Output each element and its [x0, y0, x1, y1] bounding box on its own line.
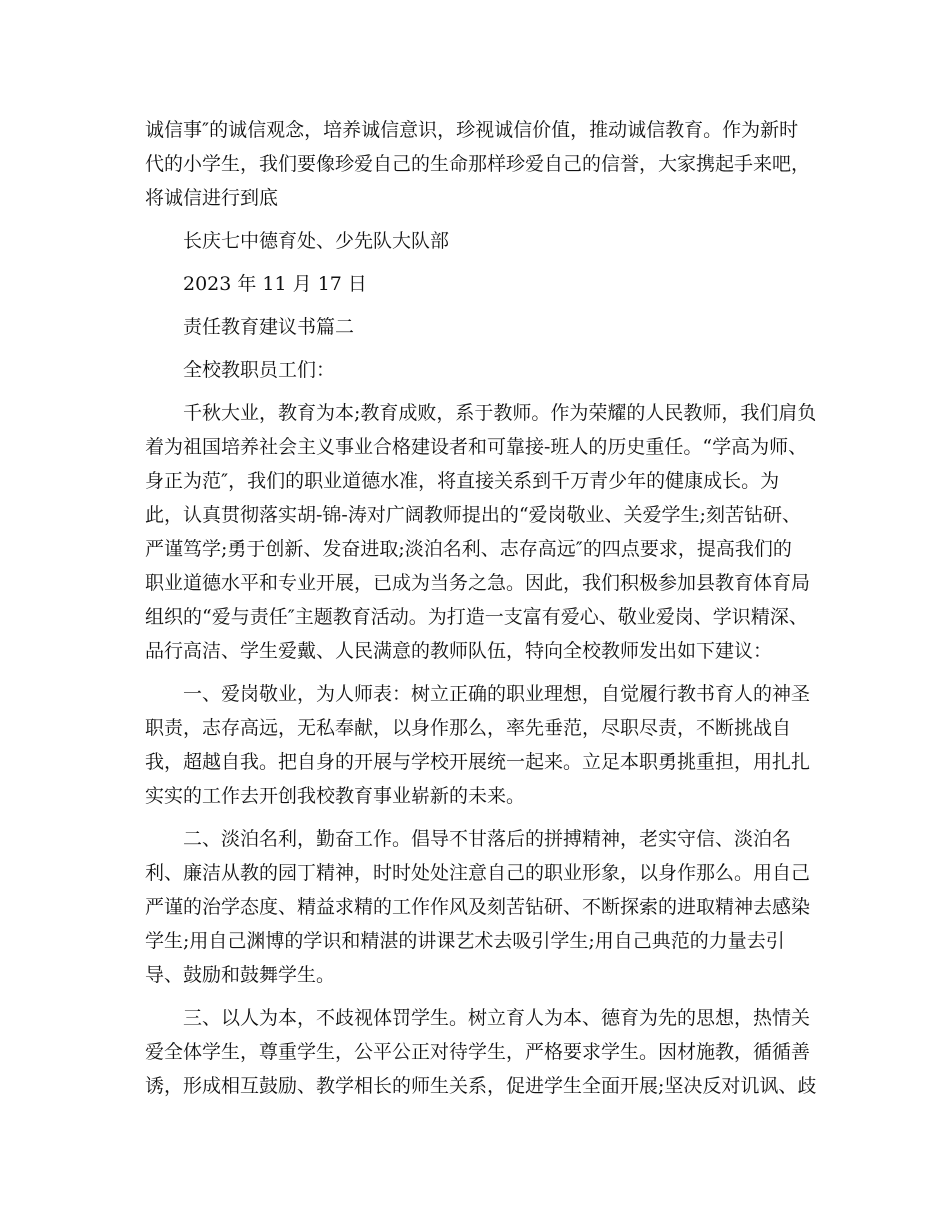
text-line: 品行高洁、学生爱戴、人民满意的教师队伍，特向全校教师发出如下建议：: [145, 640, 773, 662]
salutation: 全校教职员工们：: [183, 359, 336, 381]
text-line: 组织的“爱与责任″主题教育活动。为打造一支富有爱心、敬业爱岗、学识精深、: [145, 606, 808, 628]
text-line: 实实的工作去开创我校教育事业崭新的未来。: [145, 785, 526, 807]
text-line: 着为祖国培养社会主义事业合格建设者和可靠接-班人的历史重任。“学高为师、: [145, 436, 808, 458]
text-line: 将诚信进行到底: [145, 187, 279, 209]
text-line: 严谨的治学态度、精益求精的工作作风及刻苦钻研、不断探索的进取精神去感染: [145, 896, 811, 918]
text-line: 职责，志存高远，无私奉献，以身作那么，率先垂范，尽职尽责，不断挑战自: [145, 717, 792, 739]
text-line: 我，超越自我。把自身的开展与学校开展统一起来。立足本职勇挑重担，用扎扎: [145, 751, 811, 773]
text-line: 身正为范″，我们的职业道德水准，将直接关系到千万青少年的健康成长。为: [145, 470, 780, 492]
text-line: 二、淡泊名利，勤奋工作。倡导不甘落后的拼搏精神，老实守信、淡泊名: [183, 828, 792, 850]
text-line: 严谨笃学;勇于创新、发奋进取;淡泊名利、志存高远″的四点要求，提高我们的: [145, 538, 792, 560]
text-line: 三、以人为本，不歧视体罚学生。树立育人为本、德育为先的思想，热情关: [183, 1007, 811, 1029]
text-line: 千秋大业，教育为本;教育成败，系于教师。作为荣耀的人民教师，我们肩负: [183, 402, 817, 424]
text-line: 诚信事″的诚信观念，培养诚信意识，珍视诚信价值，推动诚信教育。作为新时: [145, 119, 799, 141]
text-line: 爱全体学生，尊重学生，公平公正对待学生，严格要求学生。因材施教，循循善: [145, 1041, 811, 1063]
section-title: 责任教育建议书篇二: [183, 316, 355, 338]
text-line: 诱，形成相互鼓励、教学相长的师生关系，促进学生全面开展;坚决反对讥讽、歧: [145, 1075, 817, 1097]
document-body: [145, 113, 817, 1103]
text-line: 导、鼓励和鼓舞学生。: [145, 964, 336, 986]
signature-date: 2023 年 11 月 17 日: [183, 273, 367, 295]
text-line: 一、爱岗敬业，为人师表：树立正确的职业理想，自觉履行教书育人的神圣: [183, 683, 811, 705]
text-line: 利、廉洁从教的园丁精神，时时处处注意自己的职业形象，以身作那么。用自己: [145, 862, 811, 884]
text-line: 代的小学生，我们要像珍爱自己的生命那样珍爱自己的信誉，大家携起手来吧，: [145, 153, 811, 175]
signature-org: 长庆七中德育处、少先队大队部: [183, 230, 450, 252]
text-line: 职业道德水平和专业开展，已成为当务之急。因此，我们积极参加县教育体育局: [145, 572, 811, 594]
text-line: 学生;用自己渊博的学识和精湛的讲课艺术去吸引学生;用自己典范的力量去引: [145, 930, 785, 952]
text-line: 此，认真贯彻落实胡-锦-涛对广阔教师提出的“爱岗敬业、关爱学生;刻苦钻研、: [145, 504, 801, 526]
